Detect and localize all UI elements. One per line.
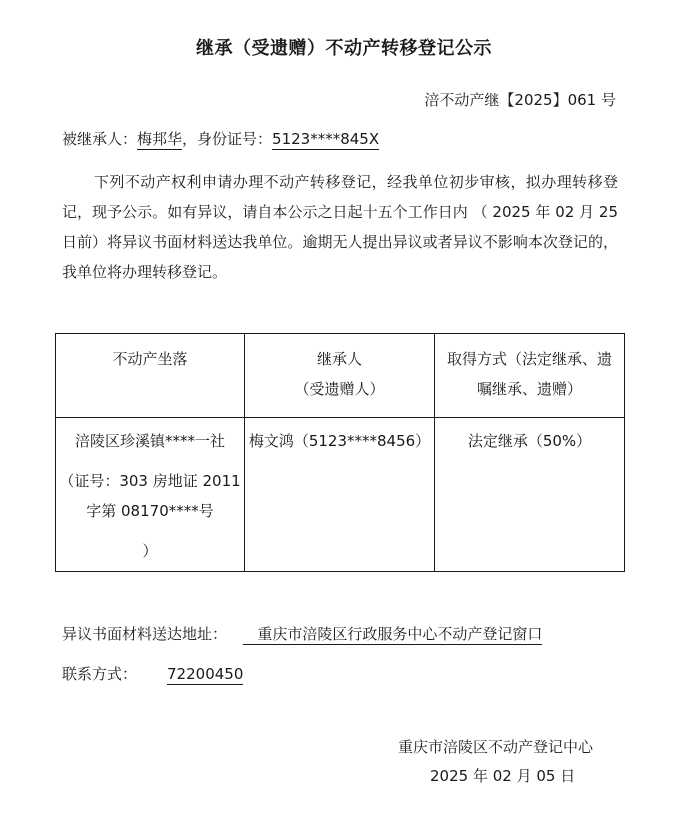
property-table xyxy=(55,333,625,572)
decedent-label: 被继承人： xyxy=(62,130,138,148)
id-label: ，身份证号： xyxy=(182,130,273,148)
address-text: 重庆市涪陵区行政服务中心不动产登记窗口 xyxy=(257,625,543,643)
cell-heir xyxy=(245,418,435,572)
notice-body: 下列不动产权利申请办理不动产转移登记，经我单位初步审核，拟办理转移登记，现予公示。如有异议，请自本公示之日起十五个工作日内 （ 2025 年 02 月 25 日前）将异议书面材料送达我单位。逾期无人提出异议或者异议不影响本次登记的，我单位将办理转移登记。 xyxy=(62,173,618,281)
notice-title: 继承（受遗赠）不动产转移登记公示 xyxy=(196,38,492,59)
header-method xyxy=(435,334,625,418)
document-number: 涪不动产继【2025】061 号 xyxy=(424,91,616,109)
location-line1: 涪陵区珍溪镇****一社 xyxy=(74,432,225,450)
decedent-name: 梅邦华 xyxy=(137,130,183,148)
location-line2: （证号：303 房地证 2011 xyxy=(59,472,241,490)
contact-label: 联系方式： xyxy=(62,665,138,683)
table-row xyxy=(56,418,625,572)
header-method-line1: 取得方式（法定继承、遗 xyxy=(446,350,612,368)
objection-address-line xyxy=(62,623,542,644)
header-location xyxy=(56,334,245,418)
header-heir-line2: （受遗赠人） xyxy=(294,380,385,398)
issuing-organization: 重庆市涪陵区不动产登记中心 xyxy=(398,738,594,756)
decedent-line xyxy=(62,128,379,149)
method-value: 法定继承（50%） xyxy=(467,432,592,450)
issue-date: 2025 年 02 月 05 日 xyxy=(430,767,576,785)
heir-value: 梅文鸿（5123****8456） xyxy=(248,432,431,450)
cell-method xyxy=(435,418,625,572)
contact-phone: 72200450 xyxy=(167,665,244,683)
header-method-line2: 嘱继承、遗赠） xyxy=(476,380,582,398)
decedent-id-number: 5123****845X xyxy=(272,130,380,148)
header-location-label: 不动产坐落 xyxy=(112,350,188,368)
location-line3: 字第 08170****号 xyxy=(86,502,214,520)
table-header-row xyxy=(56,334,625,418)
location-line4: ） xyxy=(142,542,158,560)
contact-line xyxy=(62,663,243,684)
address-value xyxy=(243,625,542,645)
address-label: 异议书面材料送达地址： xyxy=(62,625,228,643)
header-heir-line1: 继承人 xyxy=(316,350,362,368)
cell-location xyxy=(56,418,245,572)
header-heir xyxy=(245,334,435,418)
